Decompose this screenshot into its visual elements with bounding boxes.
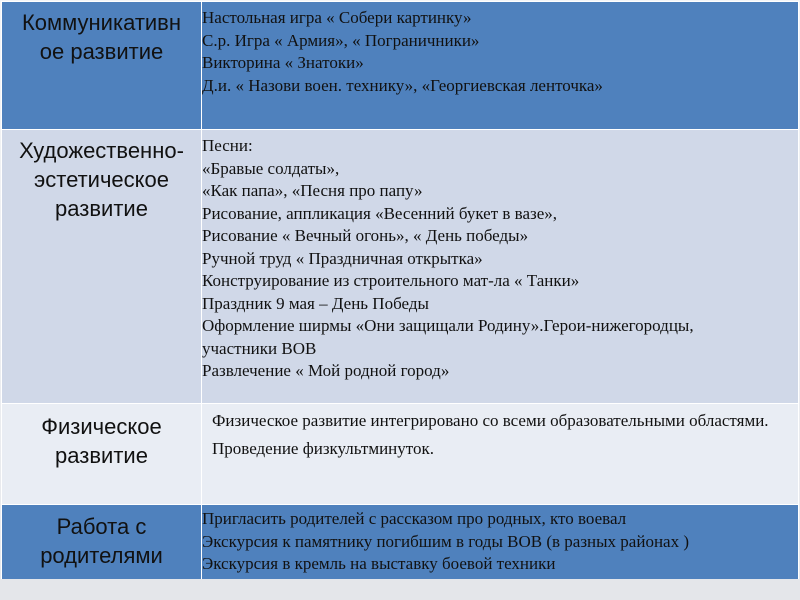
table-row xyxy=(2,404,799,505)
activity-item: Физическое развитие интегрировано со всеми образовательными областями. xyxy=(212,411,769,430)
category-line: Работа с xyxy=(56,514,147,539)
activity-item: Оформление ширмы «Они защищали Родину».Герои-нижегородцы, xyxy=(202,316,694,335)
activity-item: Рисование, аппликация «Весенний букет в вазе», xyxy=(202,203,558,223)
category-line: Художественно- xyxy=(19,138,184,163)
table-row xyxy=(2,130,799,404)
category-line: Физическое xyxy=(41,414,162,439)
category-line: Коммуникативн xyxy=(21,10,182,35)
activity-item: «Как папа», «Песня про папу» xyxy=(202,181,423,200)
category-cell xyxy=(2,404,202,505)
activity-item: «Бравые солдаты», xyxy=(202,158,340,178)
activity-item: участники ВОВ xyxy=(202,338,317,358)
activity-item: Проведение физкультминуток. xyxy=(212,438,434,458)
category-line: ое развитие xyxy=(39,39,164,64)
category-line: эстетическое xyxy=(34,167,169,192)
category-cell xyxy=(2,2,202,130)
activity-item: Настольная игра « Собери картинку» xyxy=(202,8,472,27)
activities-table xyxy=(1,1,799,593)
activity-item: С.р. Игра « Армия», « Пограничники» xyxy=(202,30,480,50)
activities-cell xyxy=(202,2,799,130)
activity-item: Ручной труд « Праздничная открытка» xyxy=(202,248,483,268)
activity-item: Пригласить родителей с рассказом про родных, кто воевал xyxy=(202,509,627,528)
activity-item: Д.и. « Назови воен. технику», «Георгиевская ленточка» xyxy=(202,75,603,95)
activity-item: Праздник 9 мая – День Победы xyxy=(202,293,429,313)
category-cell xyxy=(2,130,202,404)
activity-item: Конструирование из строительного мат-ла « Танки» xyxy=(202,271,580,290)
activity-item: Экскурсия в кремль на выставку боевой техники xyxy=(202,554,556,573)
activity-item: Викторина « Знатоки» xyxy=(202,53,364,72)
table-row xyxy=(2,2,799,130)
activities-cell xyxy=(202,130,799,404)
activity-item: Рисование « Вечный огонь», « День победы» xyxy=(202,226,529,245)
category-line: родителями xyxy=(40,543,163,568)
slide-footer-strip xyxy=(0,579,800,600)
activity-item: Экскурсия к памятнику погибшим в годы ВОВ (в разных районах ) xyxy=(202,531,689,551)
category-line: развитие xyxy=(55,443,148,468)
activity-item: Песни: xyxy=(202,136,253,155)
activities-cell xyxy=(202,404,799,505)
activity-item: Развлечение « Мой родной город» xyxy=(202,361,450,380)
category-line: развитие xyxy=(55,196,148,221)
